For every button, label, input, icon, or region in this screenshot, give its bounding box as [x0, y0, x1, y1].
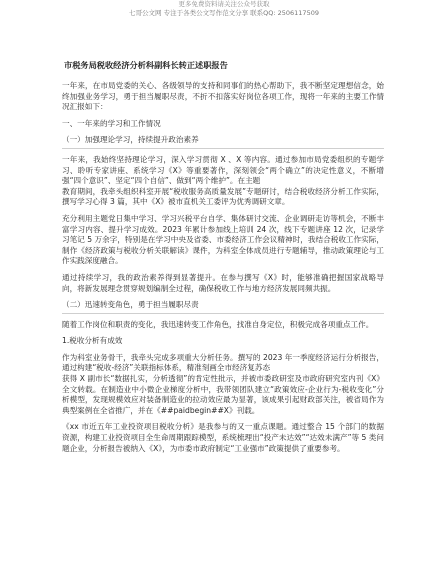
- paragraph-role-change: 随着工作岗位和职责的变化，我迅速转变工作角色，找准自身定位，积极完成各项重点工作。: [62, 319, 374, 329]
- item-heading-1: 1.税收分析有成效: [62, 336, 123, 346]
- subsection-heading-1: （一）加强理论学习，持续提升政治素养: [62, 135, 199, 145]
- paragraph-analysis-report: 作为科室业务骨干，我牵头完成多项重大分析任务。撰写的 2023 年一季度经济运行分析报告，通过构建“税收-经济”关联指标体系，精准刻画全市经济复苏态: [62, 352, 384, 373]
- paragraph-investment-project: 《xx 市近五年工业投资项目税收分析》是我参与的又一重点课题。通过整合 15 个部门的数据资源，构建工业投资项目全生命周期跟踪模型，系统梳理出“投产未达效”“达效未满产”等 5 类问题企业，分析报告被纳入《X》，为市委市政府制定“工业强市”政策提供了重要参考。: [62, 422, 384, 453]
- paragraph-theme-education: 教育期间，我牵头组织科室开展“税收服务高质量发展”专题研讨，结合税收经济分析工作实际，撰写学习心得 3 篇，其中《X》被市直机关工委评为优秀调研文章。: [62, 186, 384, 207]
- subsection-heading-2: （二）迅速转变角色，勇于担当履职尽责: [62, 300, 199, 310]
- intro-paragraph: 一年来，在市局党委的关心、各级领导的支持和同事们的热心帮助下，我不断坚定理想信念，始终加强业务学习，勇于担当履职尽责，不折不扣落实好岗位各项工作，现将一年来的主要工作情况汇报如下：: [62, 81, 384, 112]
- header-contact-line: 七哥公文网 专注于各类公文写作范文分享 联系QQ: 2506117509: [129, 9, 319, 17]
- divider: [62, 148, 384, 149]
- header-source-line: 更多免费资料请关注公众号获取: [178, 0, 270, 8]
- section-heading-1: 一、一年来的学习和工作情况: [62, 118, 161, 128]
- paragraph-theory-study: 一年来，我始终坚持理论学习，深入学习贯彻 X 、X 等内容。通过参加市局党委组织的专题学习、聆听专家讲座、系统学习《X》等重要著作，深刻领会“两个确立”的决定性意义，不断增强“四个意识”、坚定“四个自信”、做到“两个维护”。在主题: [62, 154, 384, 186]
- document-header: [0, 0, 448, 30]
- document-title: 市税务局税收经济分析科副科长转正述职报告: [64, 60, 228, 70]
- document-page: [62, 60, 384, 454]
- paragraph-learning-channels: 充分利用主题党日集中学习、学习兴税平台自学、集体研讨交流、企业调研走访等机会，不断丰富学习内容、提升学习成效。2023 年累计参加线上培训 24 次，线下专题讲座 12 次，记录学习笔记 5 万余字，特别是在学习中央及省委、市委经济工作会议精神时，我结合税收工作实际，制作《经济政策与税收分析关联解读》课件，为科室全体成员进行专题辅导，推动政策理论与工作实践深度融合。: [62, 213, 384, 266]
- paragraph-analysis-results: 获得 X 副市长“数据扎实，分析透彻”的肯定性批示，并被市委政研室及市政府研究室内刊《X》全文转载。在制造业中小微企业梯度分析中，我带领团队建立“政策效应-企业行为-税收变化”分析模型，发现规模效应对装备制造业的拉动效应最为显著，该成果引起财政部关注，被省局作为典型案例在全省推广，并在《##paidbegin##X》刊载。: [62, 374, 384, 415]
- divider: [62, 313, 384, 314]
- paragraph-political-quality: 通过持续学习，我的政治素养得到显著提升。在参与撰写《X》时，能够准确把握国家战略导向，将新发展理念贯穿规划编制全过程，确保税收工作与地方经济发展同频共振。: [62, 272, 384, 293]
